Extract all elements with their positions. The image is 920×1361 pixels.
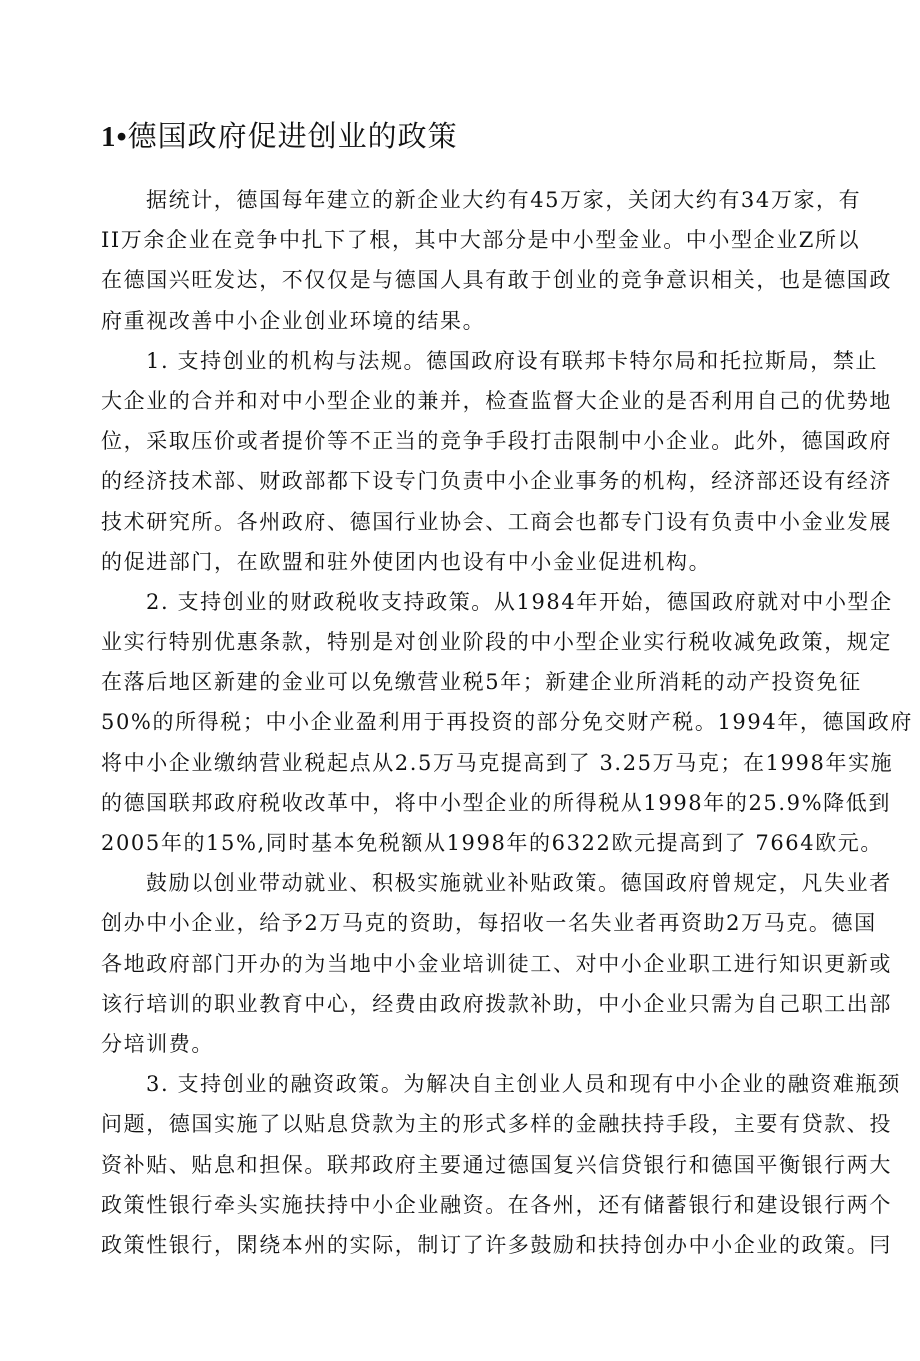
text-line: 1. 支持创业的机构与法规。德国政府设有联邦卡特尔局和托拉斯局，禁止 xyxy=(146,348,879,373)
text-line: 的经济技术部、财政部都下设专门负责中小企业事务的机构，经济部还设有经济 xyxy=(101,469,892,494)
text-line: 政策性银行，閑绕本州的实际，制订了许多鼓励和扶持创办中小企业的政策。冃 xyxy=(101,1232,892,1257)
text-line: II万余企业在竞争中扎下了根，其中大部分是中小型金业。中小型企业Z所以 xyxy=(101,228,861,253)
text-line: 在德国兴旺发达，不仅仅是与德国人具有敢于创业的竞争意识相关，也是德国政 xyxy=(101,268,892,293)
text-line: 将中小企业缴纳营业税起点从2.5万马克提高到了 3.25万马克；在1998年实施 xyxy=(101,750,894,775)
document-body xyxy=(101,186,913,1271)
section-title-text: 德国政府促进创业的政策 xyxy=(127,119,458,153)
text-line: 分培训费。 xyxy=(101,1031,214,1056)
section-number: 1• xyxy=(101,121,128,153)
text-line: 资补贴、贴息和担保。联邦政府主要通过德国复兴信贷银行和德国平衡银行两大 xyxy=(101,1152,892,1177)
text-line: 政策性银行牵头实施扶持中小企业融资。在各州，还有储蓄银行和建设银行两个 xyxy=(101,1192,892,1217)
text-line: 2. 支持创业的财政税收支持政策。从1984年开始，德国政府就对中小型企 xyxy=(146,589,893,614)
text-line: 在落后地区新建的金业可以免缴营业税5年；新建企业所消耗的动产投资免征 xyxy=(101,670,862,695)
text-line: 的促进部门，在欧盟和驻外使团内也设有中小金业促进机构。 xyxy=(101,549,712,574)
text-line: 50%的所得税；中小企业盈利用于再投资的部分免交财产税。1994年，德国政府 xyxy=(101,710,913,735)
text-line: 问题，德国实施了以贴息贷款为主的形式多样的金融扶持手段，主要有贷款、投 xyxy=(101,1112,892,1137)
text-line: 3. 支持创业的融资政策。为解决自主创业人员和现有中小企业的融资难瓶颈 xyxy=(146,1072,901,1097)
text-line: 据统计，德国每年建立的新企业大约有45万家，关闭大约有34万家，有 xyxy=(146,188,862,212)
text-line: 该行培训的职业教育中心，经费由政府拨款补助，中小企业只需为自己职工出部 xyxy=(101,991,892,1016)
text-line: 府重视改善中小企业创业环境的结果。 xyxy=(101,308,486,333)
text-line: 2005年的15%,同时基本免税额从1998年的6322欧元提高到了 7664欧元。 xyxy=(101,831,883,855)
text-line: 鼓励以创业带动就业、积极实施就业补贴政策。德国政府曾规定，凡失业者 xyxy=(146,871,892,896)
text-line: 大企业的合并和对中小型企业的兼并，检查监督大企业的是否利用自己的优势地 xyxy=(101,388,892,413)
text-line: 技术研究所。各州政府、德国行业协会、工商会也都专门设有负责中小金业发展 xyxy=(101,509,892,534)
text-line: 业实行特别优惠条款，特别是对创业阶段的中小型企业实行税收减免政策，规定 xyxy=(101,630,892,655)
text-line: 创办中小企业，给予2万马克的资助，每招收一名失业者再资助2万马克。德国 xyxy=(101,911,877,936)
text-line: 位，采取压价或者提价等不正当的竞争手段打击限制中小企业。此外，德国政府 xyxy=(101,429,892,454)
section-title xyxy=(101,114,458,155)
text-line: 的德国联邦政府税收改革中，将中小型企业的所得税从1998年的25.9%降低到 xyxy=(101,790,891,815)
text-line: 各地政府部门开办的为当地中小金业培训徒工、对中小企业职工进行知识更新或 xyxy=(101,951,892,976)
